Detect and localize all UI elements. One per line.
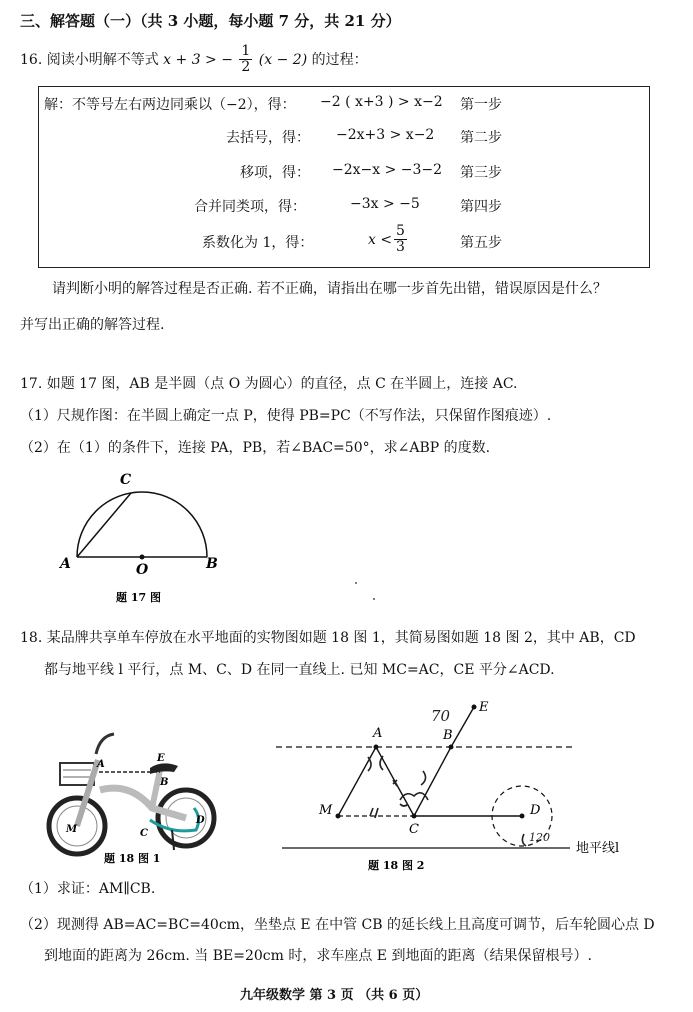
fig2-label-C: C — [409, 822, 419, 837]
q18-part2-2: 到地面的距离为 26cm. 当 BE=20cm 时，求车座点 E 到地面的距离（结果保留根号）. — [44, 948, 592, 964]
q16-question-1: 请判断小明的解答过程是否正确. 若不正确，请指出在哪一步首先出错，错误原因是什么？ — [52, 281, 607, 297]
step-num-4: 第四步 — [460, 199, 502, 215]
q16-expr-left: x + 3 > − — [163, 51, 233, 68]
bike-label-M: M — [66, 824, 78, 835]
fig2-label-B: B — [443, 728, 453, 743]
step-expr-4: −3x > −5 — [350, 196, 420, 212]
label-O: O — [136, 562, 149, 578]
fig2-label-E: E — [479, 700, 489, 715]
bike-label-C: C — [140, 828, 148, 839]
step-label-1: 解：不等号左右两边同乘以（−2），得： — [44, 97, 296, 113]
q18-part1: （1）求证：AM∥CB. — [20, 881, 156, 897]
label-B: B — [206, 556, 218, 572]
scribble-120: 120 — [529, 831, 550, 844]
bike-label-B: B — [160, 777, 169, 788]
segment-CB — [414, 747, 451, 816]
fig2-label-D: D — [530, 803, 541, 818]
ground-label: 地平线l — [576, 841, 620, 856]
q17-part1: （1）尺规作图：在半圆上确定一点 P，使得 PB=PC（不写作法，只保留作图痕迹）. — [20, 408, 552, 424]
step-expr-3: −2x−x > −3−2 — [332, 162, 443, 178]
bike-label-D: D — [196, 815, 205, 826]
segment-AM — [338, 747, 376, 816]
step-num-3: 第三步 — [460, 165, 502, 181]
q17-part2: （2）在（1）的条件下，连接 PA，PB，若∠BAC=50°，求∠ABP 的度数. — [20, 440, 491, 456]
fig2-label-M: M — [319, 803, 333, 818]
step-expr-1: −2 ( x+3 ) > x−2 — [320, 94, 443, 110]
fig2-label-A: A — [373, 726, 383, 741]
label-A: A — [60, 556, 71, 572]
q18-part2-1: （2）现测得 AB=AC=BC=40cm，坐垫点 E 在中管 CB 的延长线上且高度可调节，后车轮圆心点 D — [20, 917, 655, 933]
handwritten-marks — [368, 756, 526, 846]
fig18-1-caption: 题 18 图 1 — [104, 852, 161, 865]
q16-suffix: 的过程： — [311, 51, 368, 68]
step-fraction-5: $\frac{5}{3}$ — [396, 223, 405, 256]
section-title: 三、解答题（一）（共 3 小题，每小题 7 分，共 21 分） — [20, 12, 401, 30]
step-label-2: 去括号，得： — [226, 130, 310, 146]
bike-label-A: A — [97, 759, 105, 770]
q18-stem-1: 18. 某品牌共享单车停放在水平地面的实物图如题 18 图 1，其简易图如题 18 图 2，其中 AB，CD — [20, 630, 636, 646]
step-label-4: 合并同类项，得： — [194, 199, 306, 215]
label-C: C — [120, 472, 132, 488]
step-expr-2: −2x+3 > x−2 — [336, 127, 435, 143]
step-label-3: 移项，得： — [240, 165, 310, 181]
q16-expr-right: (x − 2) — [258, 51, 308, 68]
step-expr-5: x < — [368, 232, 393, 248]
fig17-caption: 题 17 图 — [116, 591, 161, 604]
step-num-2: 第二步 — [460, 130, 502, 146]
q16-prefix: 16. 阅读小明解不等式 — [20, 51, 159, 68]
segment-BE — [451, 707, 474, 747]
step-label-5: 系数化为 1，得： — [202, 235, 314, 251]
q18-stem-2: 都与地平线 l 平行，点 M、C、D 在同一直线上. 已知 MC=AC，CE 平分∠ACD. — [44, 662, 555, 678]
q16-fraction: $\frac{1}{2}$ — [241, 43, 251, 76]
q17-stem: 17. 如题 17 图，AB 是半圆（点 O 为圆心）的直径，点 C 在半圆上，连接 AC. — [20, 376, 518, 392]
scribble-70: 70 — [431, 707, 451, 725]
fig18-2-caption: 题 18 图 2 — [368, 859, 425, 872]
q16-question-2: 并写出正确的解答过程. — [20, 317, 165, 333]
step-num-5: 第五步 — [460, 235, 502, 251]
bike-label-E: E — [157, 753, 165, 764]
step-num-1: 第一步 — [460, 97, 502, 113]
page-footer: 九年级数学 第 3 页 （共 6 页） — [240, 988, 429, 1003]
